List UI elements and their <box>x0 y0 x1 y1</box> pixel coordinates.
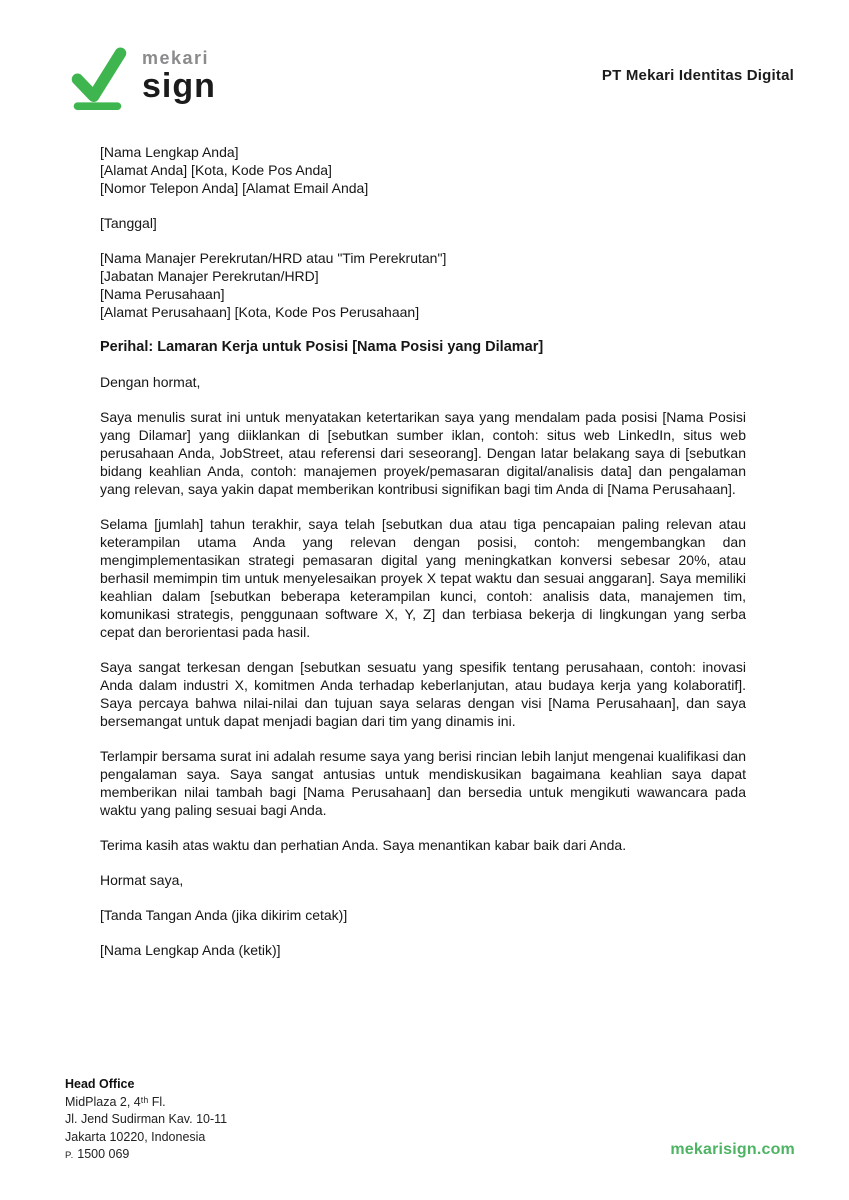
sender-address-line: [Alamat Anda] [Kota, Kode Pos Anda] <box>100 162 332 178</box>
paragraph-company-fit: Saya sangat terkesan dengan [sebutkan sesuatu yang spesifik tentang perusahaan, contoh: inovasi Anda dalam industri X, komitmen Anda terhadap keberlanjutan, atau budaya kerja yang kolaboratif]. Saya percaya bahwa nilai-nilai dan tujuan saya selaras dengan visi [Nama Perusahaan], dan saya bersemangat untuk dapat menjadi bagian dari tim yang dinamis ini. <box>100 659 746 729</box>
closing-line: Hormat saya, <box>100 872 184 888</box>
recipient-block <box>100 249 746 321</box>
website-link[interactable]: mekarisign.com <box>670 1141 795 1158</box>
sender-contact-line: [Nomor Telepon Anda] [Alamat Email Anda] <box>100 180 369 196</box>
checkmark-icon <box>68 44 130 110</box>
paragraph-thanks: Terima kasih atas waktu dan perhatian Anda. Saya menantikan kabar baik dari Anda. <box>100 837 627 853</box>
footer-office-title: Head Office <box>65 1077 135 1091</box>
footer-address-line-2: Jl. Jend Sudirman Kav. 10-11 <box>65 1112 228 1127</box>
typed-name-placeholder: [Nama Lengkap Anda (ketik)] <box>100 942 281 958</box>
recipient-address-line: [Alamat Perusahaan] [Kota, Kode Pos Perusahaan] <box>100 304 420 320</box>
recipient-title-line: [Jabatan Manajer Perekrutan/HRD] <box>100 268 319 284</box>
company-name: PT Mekari Identitas Digital <box>601 67 794 84</box>
paragraph-introduction: Saya menulis surat ini untuk menyatakan ketertarikan saya yang mendalam pada posisi [Nama Posisi yang Dilamar] yang diiklankan di [sebutkan sumber iklan, contoh: situs web LinkedIn, situs web perusahaan Anda, JobStreet, atau referensi dari seseorang]. Dengan latar belakang saya di [sebutkan bidang keahlian Anda, contoh: manajemen proyek/pemasaran digital/analisis data] dan pengalaman yang relevan, saya yakin dapat memberikan kontribusi signifikan bagi tim Anda di [Nama Perusahaan]. <box>100 409 746 497</box>
footer-address-line-1: MidPlaza 2, 4ᵗʰ Fl. <box>65 1094 166 1109</box>
date-line: [Tanggal] <box>100 215 157 231</box>
phone-number: 1500 069 <box>77 1147 130 1162</box>
paragraph-resume-attached: Terlampir bersama surat ini adalah resume saya yang berisi rincian lebih lanjut mengenai kualifikasi dan pengalaman saya. Saya sangat antusias untuk mendiskusikan bagaimana keahlian saya dapat memberikan nilai tambah bagi [Nama Perusahaan] dan bersedia untuk mengikuti wawancara pada waktu yang paling sesuai bagi Anda. <box>100 748 746 818</box>
paragraph-achievements: Selama [jumlah] tahun terakhir, saya telah [sebutkan dua atau tiga pencapaian paling relevan atau keterampilan utama Anda yang relevan dengan posisi, contoh: mengembangkan dan mengimplementasikan strategi pemasaran digital yang meningkatkan konversi sebesar 20%, atau berhasil memimpin tim untuk menyelesaikan proyek X tepat waktu dan sesuai anggaran]. Saya memiliki keahlian dalam [sebutkan beberapa keterampilan kunci, contoh: analisis data, manajemen tim, komunikasi strategis, penggunaan software X, Y, Z] dan terbiasa bekerja di lingkungan yang serba cepat dan berorientasi pada hasil. <box>100 516 746 640</box>
signature-placeholder: [Tanda Tangan Anda (jika dikirim cetak)] <box>100 907 348 923</box>
footer-address-block <box>65 1076 227 1165</box>
phone-prefix: P. <box>65 1150 74 1162</box>
logo-text-mekari: mekari <box>142 48 210 68</box>
logo-wordmark <box>142 44 216 104</box>
sender-name-line: [Nama Lengkap Anda] <box>100 144 239 160</box>
logo-text-sign: sign <box>142 67 216 105</box>
recipient-manager-line: [Nama Manajer Perekrutan/HRD atau "Tim Perekrutan"] <box>100 250 447 266</box>
subject-line: Perihal: Lamaran Kerja untuk Posisi [Nama Posisi yang Dilamar] <box>100 339 544 355</box>
mekari-sign-logo <box>68 44 216 110</box>
salutation: Dengan hormat, <box>100 374 201 390</box>
recipient-company-line: [Nama Perusahaan] <box>100 286 225 302</box>
footer-address-line-3: Jakarta 10220, Indonesia <box>65 1129 206 1144</box>
sender-block <box>100 143 746 197</box>
footer-phone-line <box>65 1146 227 1165</box>
letter-body <box>100 143 746 976</box>
